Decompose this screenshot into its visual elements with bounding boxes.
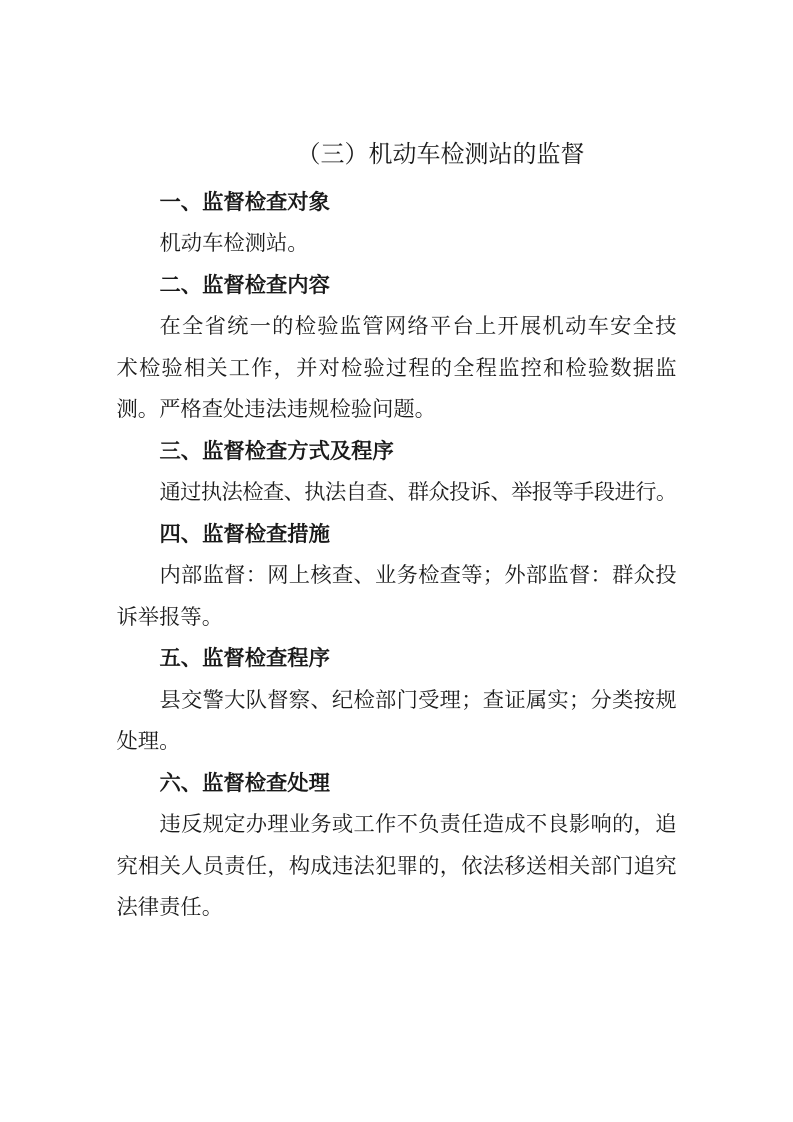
document-body: [117, 182, 677, 929]
paragraph-line: 县交警大队督察、纪检部门受理；查证属实；分类按规: [159, 687, 677, 712]
paragraph-line: 内部监督：网上核查、业务检查等；外部监督：群众投: [159, 563, 677, 587]
paragraph-line: 机动车检测站。: [159, 231, 309, 255]
paragraph-line: 处理。: [116, 729, 181, 753]
paragraph-line: 通过执法检查、执法自查、群众投诉、举报等手段进行。: [159, 480, 677, 504]
paragraph-line: 违反规定办理业务或工作不负责任造成不良影响的，追: [159, 812, 677, 836]
paragraph-line: 测。严格查处违法违规检验问题。: [116, 397, 436, 421]
paragraph: [117, 555, 677, 638]
section-heading: 三、监督检查方式及程序: [159, 438, 394, 463]
section-heading: 四、监督检查措施: [159, 521, 330, 546]
paragraph-line: 法律责任。: [116, 895, 223, 919]
section-heading: 六、监督检查处理: [159, 770, 330, 795]
section-heading: 五、监督检查程序: [159, 646, 330, 670]
paragraph-line: 诉举报等。: [116, 604, 223, 629]
section-heading: 二、监督检查内容: [159, 272, 330, 297]
paragraph-line: 在全省统一的检验监管网络平台上开展机动车安全技: [159, 314, 677, 338]
paragraph: [117, 223, 677, 265]
paragraph-line: 术检验相关工作，并对检验过程的全程监控和检验数据监: [116, 355, 677, 380]
paragraph: [117, 472, 677, 514]
paragraph-line: 究相关人员责任，构成违法犯罪的，依法移送相关部门追究: [116, 853, 677, 878]
document-title: （三）机动车检测站的监督: [296, 142, 585, 168]
section-heading: 一、监督检查对象: [159, 189, 330, 214]
paragraph: [117, 680, 677, 763]
paragraph: [117, 804, 677, 929]
paragraph: [117, 306, 677, 431]
